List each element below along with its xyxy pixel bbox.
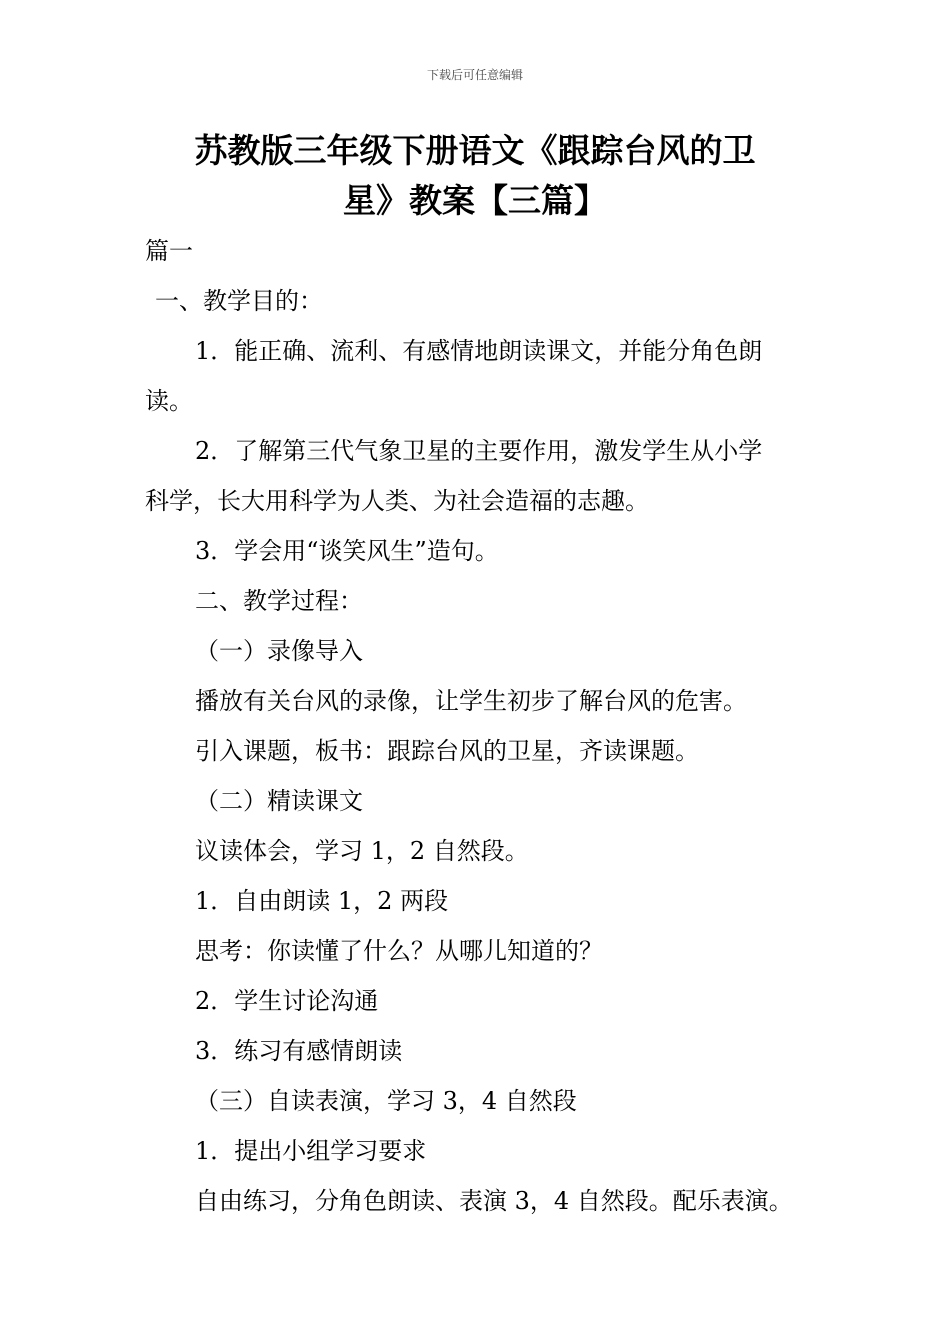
paragraph-line: 引入课题，板书：跟踪台风的卫星，齐读课题。 bbox=[195, 737, 699, 765]
subsection-heading: （一）录像导入 bbox=[195, 637, 363, 665]
section-heading: 篇一 bbox=[145, 237, 193, 265]
paragraph-line: 思考：你读懂了什么？从哪儿知道的？ bbox=[195, 937, 603, 965]
paragraph-line: 1．能正确、流利、有感情地朗读课文，并能分角色朗 bbox=[195, 337, 763, 365]
paragraph-line: 1．自由朗读 1，2 两段 bbox=[195, 887, 449, 915]
paragraph-line: 读。 bbox=[145, 387, 193, 415]
subsection-heading: （三）自读表演，学习 3，4 自然段 bbox=[195, 1087, 577, 1115]
paragraph-line: 播放有关台风的录像，让学生初步了解台风的危害。 bbox=[195, 687, 747, 715]
paragraph-line: 议读体会，学习 1，2 自然段。 bbox=[195, 837, 529, 865]
header-note: 下载后可任意编辑 bbox=[426, 68, 523, 82]
title-line-1: 苏教版三年级下册语文《跟踪台风的卫 bbox=[194, 131, 756, 170]
paragraph-line: 1．提出小组学习要求 bbox=[195, 1137, 427, 1165]
document-title bbox=[140, 126, 810, 226]
subsection-heading: （二）精读课文 bbox=[195, 787, 363, 815]
paragraph-line: 自由练习，分角色朗读、表演 3，4 自然段。配乐表演。 bbox=[195, 1187, 793, 1215]
section-heading: 二、教学过程： bbox=[195, 587, 363, 615]
paragraph-line: 科学，长大用科学为人类、为社会造福的志趣。 bbox=[145, 487, 649, 515]
section-heading: 一、教学目的： bbox=[155, 287, 323, 315]
paragraph-line: 2．学生讨论沟通 bbox=[195, 987, 379, 1015]
paragraph-line: 3．学会用“谈笑风生”造句。 bbox=[195, 537, 499, 565]
title-line-2: 星》教案【三篇】 bbox=[343, 181, 607, 220]
paragraph-line: 2．了解第三代气象卫星的主要作用，激发学生从小学 bbox=[195, 437, 763, 465]
document-body bbox=[145, 226, 815, 1226]
paragraph-line: 3．练习有感情朗读 bbox=[195, 1037, 403, 1065]
